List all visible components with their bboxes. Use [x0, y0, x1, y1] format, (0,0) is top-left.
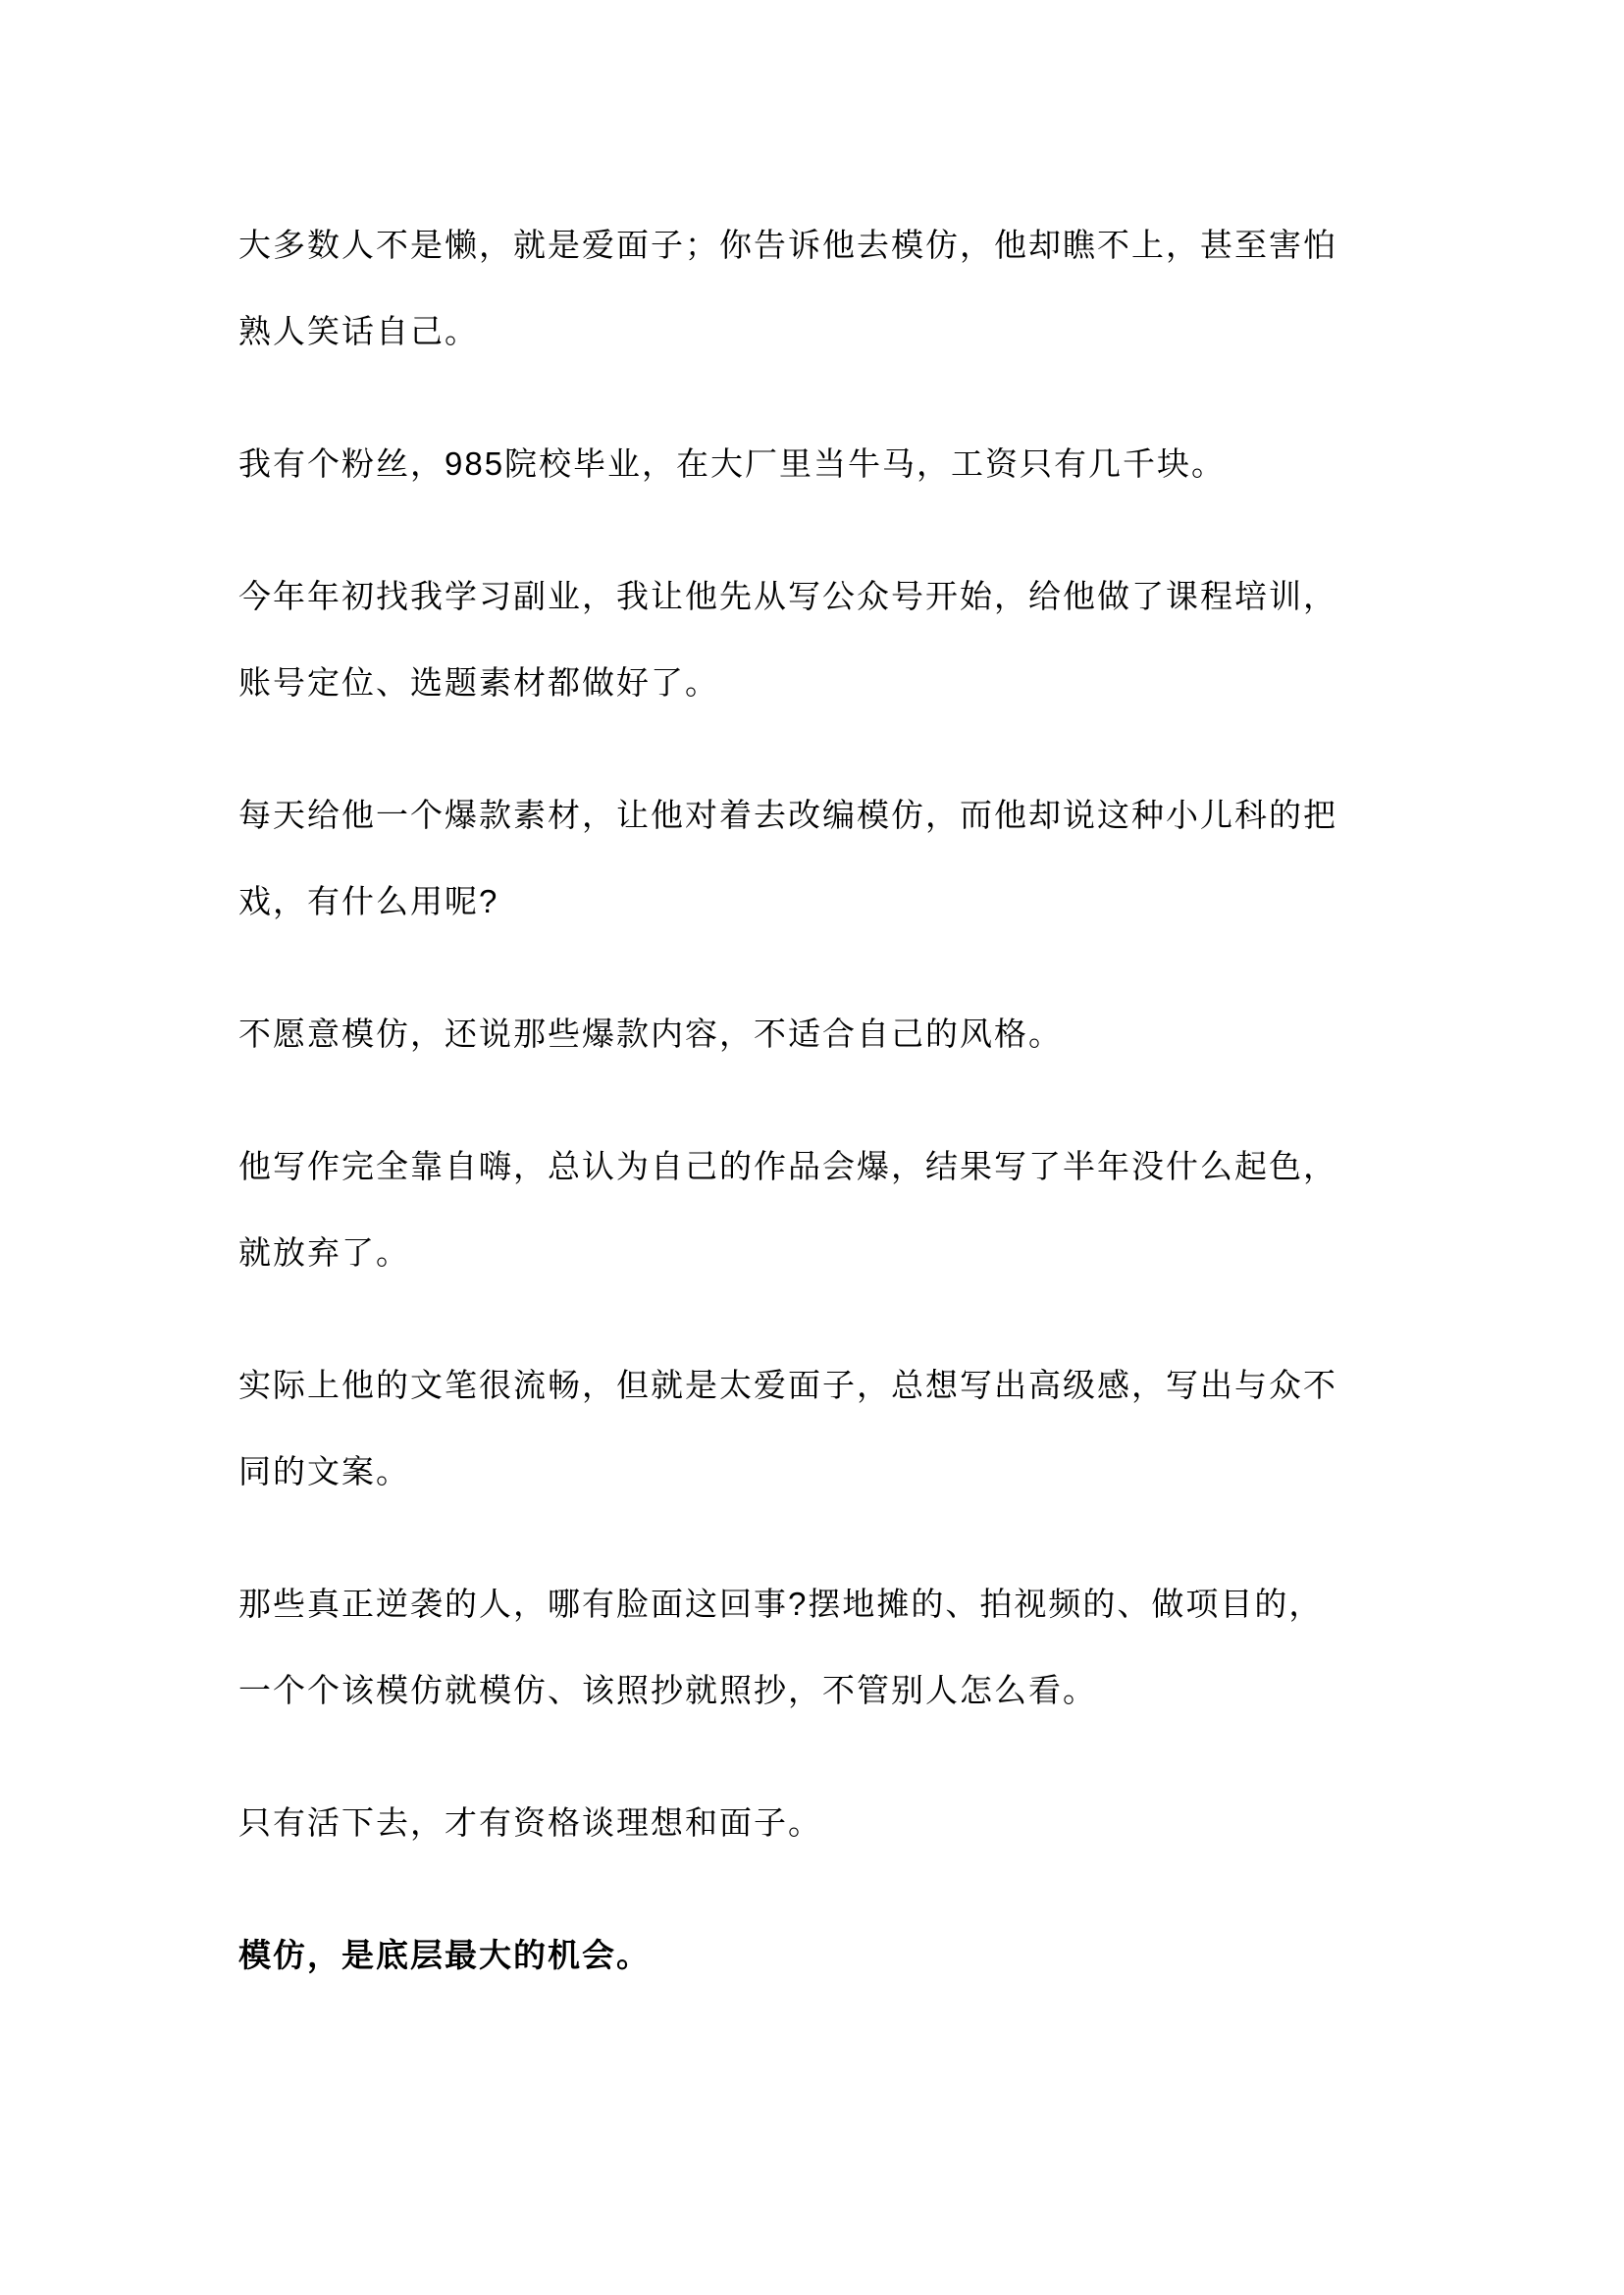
text-line: 模仿，是底层最大的机会。 — [238, 1937, 651, 1973]
text-line: 大多数人不是懒，就是爱面子；你告诉他去模仿，他却瞧不上，甚至害怕 — [238, 227, 1337, 263]
paragraph — [238, 202, 1396, 375]
text-line: 不愿意模仿，还说那些爆款内容，不适合自己的风格。 — [238, 1016, 1063, 1052]
paragraph — [238, 1561, 1396, 1734]
paragraph — [238, 553, 1396, 726]
text-line: 那些真正逆袭的人，哪有脸面这回事?摆地摊的、拍视频的、做项目的， — [238, 1586, 1324, 1622]
text-line: 就放弃了。 — [238, 1234, 410, 1271]
paragraph — [238, 1342, 1396, 1515]
text-line: 同的文案。 — [238, 1453, 410, 1489]
text-line: 每天给他一个爆款素材，让他对着去改编模仿，而他却说这种小儿科的把 — [238, 797, 1337, 833]
paragraph — [238, 1780, 1396, 1866]
paragraph — [238, 772, 1396, 945]
text-line: 他写作完全靠自嗨，总认为自己的作品会爆，结果写了半年没什么起色， — [238, 1148, 1337, 1184]
text-line: 只有活下去，才有资格谈理想和面子。 — [238, 1804, 822, 1841]
text-line: 今年年初找我学习副业，我让他先从写公众号开始，给他做了课程培训， — [238, 578, 1337, 614]
paragraph — [238, 1912, 1396, 1999]
paragraph — [238, 421, 1396, 507]
text-line: 实际上他的文笔很流畅，但就是太爱面子，总想写出高级感，写出与众不 — [238, 1367, 1337, 1403]
document-body — [238, 202, 1396, 2045]
text-line: 一个个该模仿就模仿、该照抄就照抄，不管别人怎么看。 — [238, 1672, 1097, 1708]
text-line: 戏，有什么用呢? — [238, 883, 499, 919]
text-line: 账号定位、选题素材都做好了。 — [238, 664, 719, 701]
text-line: 我有个粉丝，985院校毕业，在大厂里当牛马，工资只有几千块。 — [238, 445, 1227, 482]
paragraph — [238, 991, 1396, 1077]
text-line: 熟人笑话自己。 — [238, 313, 479, 349]
paragraph — [238, 1123, 1396, 1296]
